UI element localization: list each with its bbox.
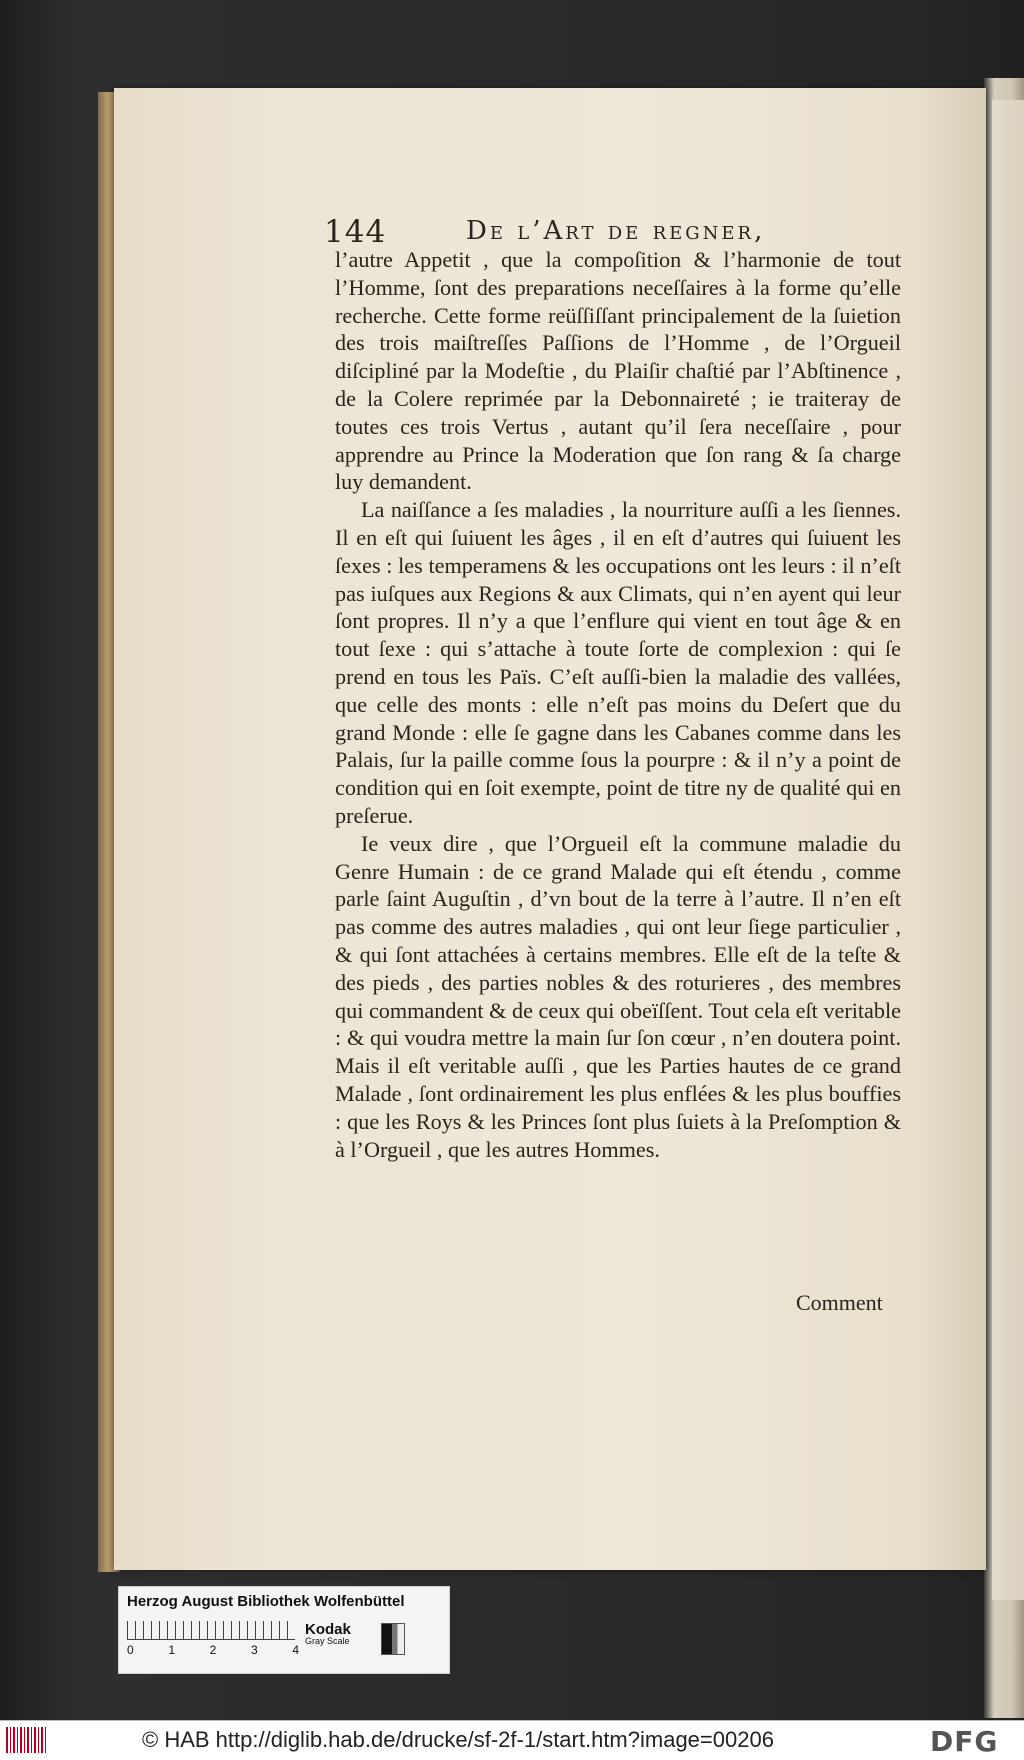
- paragraph-2: La naiſſance a ſes maladies , la nourriture auſſi a les ſiennes. Il en eſt qui ſuiuent les âges , il en eſt d’autres qui ſuiuent les ſexes : les temperamens & les occupations ont les leurs : il n’eſt pas iuſques aux Regions & aux Climats, qui n’en ayent qui leur ſont propres. Il n’y a que l’enflure qui vient en tout âge & en tout ſexe : qui s’attache à toute ſorte de complexion : qui ſe prend en tous les Païs. C’eſt auſſi-bien la maladie des vallées, que celle des monts : elle n’eſt pas moins du Deſert que du grand Monde : elle ſe gagne dans les Cabanes comme dans les Palais, ſur la paille comme ſous la pourpre : & il n’y a point de condition qui en ſoit exempte, point de titre ny de qualité qui en preſerue.: [335, 497, 901, 828]
- page-number: 144: [324, 214, 387, 250]
- library-name: Herzog August Bibliothek Wolfenbüttel: [127, 1593, 405, 1610]
- ruler-numbers: [127, 1643, 299, 1657]
- paragraph-3: Ie veux dire , que l’Orgueil eſt la commune maladie du Genre Humain : de ce grand Malade qui eſt étendu , comme parle ſaint Auguſtin , d’vn bout de la terre à l’autre. Il n’en eſt pas comme des autres maladies , qui ont leur ſiege particulier , & qui ſont attachées à certains membres. Elle eſt de la teſte & des pieds , des parties nobles & des roturieres , des membres qui commandent & de ceux qui obeïſſent. Tout cela eſt veritable : & qui voudra mettre la main ſur ſon cœur , n’en doutera point. Mais il eſt veritable auſſi , que les Parties hautes de ce grand Malade , ſont ordinairement les plus enflées & les plus bouffies : que les Roys & les Princes ſont plus ſuiets à la Preſomption & à l’Orgueil , que les autres Hommes.: [335, 830, 901, 1162]
- ruler-number: 4: [292, 1643, 299, 1657]
- dfg-logo: DFG: [930, 1725, 999, 1758]
- catchword: Comment: [796, 1290, 883, 1315]
- kodak-brand: Kodak: [305, 1621, 351, 1638]
- paragraph-1: l’autre Appetit , que la compoſition & l’harmonie de tout l’Homme, ſont des preparations neceſſaires à la forme qu’elle recherche. Cette forme reüſſiſſant principalement de la ſuietion des trois maiſtreſſes Paſſions de l’Homme , de l’Orgueil diſcipliné par la Modeſtie , du Plaiſir chaſtié par l’Abſtinence , de la Colere reprimée par la Debonnaireté ; ie traiteray de toutes ces trois Vertus , autant qu’il ſera neceſſaire , pour apprendre au Prince la Moderation que ſon rang & ſa charge luy demandent.: [335, 247, 901, 495]
- gray-patch: [381, 1623, 405, 1655]
- ruler-number: 3: [250, 1643, 258, 1657]
- running-title: De l’Art de regner,: [466, 216, 766, 246]
- ruler-number: 0: [127, 1643, 134, 1657]
- color-calibration-bar: [118, 1586, 450, 1674]
- ruler-number: 1: [168, 1643, 176, 1657]
- footer-bar: [0, 1720, 1024, 1760]
- source-link[interactable]: © HAB http://diglib.hab.de/drucke/sf-2f-1/start.htm?image=00206: [142, 1727, 774, 1752]
- kodak-label: [305, 1621, 351, 1646]
- scale-ruler: [127, 1621, 295, 1640]
- ruler-number: 2: [209, 1643, 217, 1657]
- facing-page-strip: [992, 100, 1024, 1600]
- barcode-icon: [6, 1727, 46, 1753]
- gray-scale-label: Gray Scale: [305, 1636, 350, 1646]
- body-text: [335, 246, 901, 1163]
